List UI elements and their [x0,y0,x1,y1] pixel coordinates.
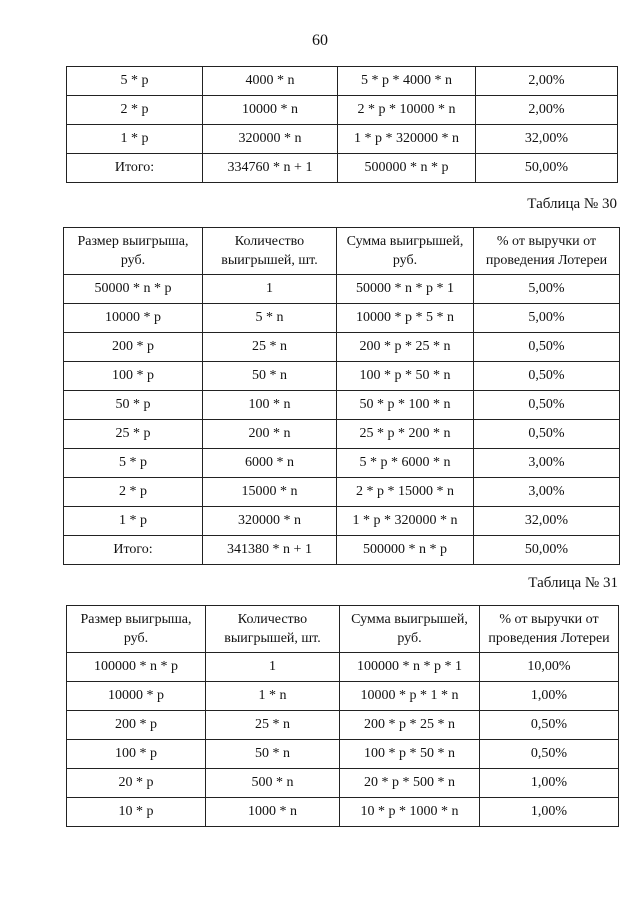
cell-prize-count: 334760 * n + 1 [203,154,338,183]
cell-prize-size: 100 * p [64,362,203,391]
cell-prize-size: 100000 * n * p [67,653,206,682]
cell-prize-sum: 2 * p * 15000 * n [337,478,474,507]
cell-prize-count: 1 * n [206,682,340,711]
cell-prize-sum: 500000 * n * p [338,154,476,183]
cell-prize-count: 50 * n [203,362,337,391]
cell-revenue-percent: 32,00% [474,507,620,536]
cell-prize-sum: 100 * p * 50 * n [337,362,474,391]
table-row [67,125,618,154]
cell-prize-sum: 10000 * p * 1 * n [340,682,480,711]
cell-prize-count: 10000 * n [203,96,338,125]
table-row [67,798,619,827]
cell-prize-size: Итого: [64,536,203,565]
table-row [67,711,619,740]
cell-prize-size: 5 * p [64,449,203,478]
cell-revenue-percent: 0,50% [474,391,620,420]
cell-prize-count: 15000 * n [203,478,337,507]
prize-table-continuation [66,66,618,183]
cell-prize-count: 500 * n [206,769,340,798]
cell-prize-size: 10000 * p [67,682,206,711]
cell-revenue-percent: 1,00% [480,769,619,798]
table-row [67,67,618,96]
table-row [64,507,620,536]
cell-prize-count: 4000 * n [203,67,338,96]
table-header [67,606,619,653]
cell-prize-size: 10000 * p [64,304,203,333]
cell-prize-size: 100 * p [67,740,206,769]
header-prize-count: Количество выигрышей, шт. [206,606,340,653]
table-body [67,67,618,183]
table-row [67,769,619,798]
cell-prize-count: 6000 * n [203,449,337,478]
cell-prize-sum: 50 * p * 100 * n [337,391,474,420]
page-number: 60 [312,32,328,49]
table-row [64,536,620,565]
cell-prize-size: Итого: [67,154,203,183]
cell-prize-sum: 2 * p * 10000 * n [338,96,476,125]
table-row [64,333,620,362]
cell-prize-sum: 50000 * n * p * 1 [337,275,474,304]
cell-prize-count: 1 [206,653,340,682]
cell-revenue-percent: 0,50% [474,333,620,362]
table-row [67,154,618,183]
table-row [64,362,620,391]
prize-table-31 [66,605,619,827]
cell-prize-size: 200 * p [64,333,203,362]
cell-revenue-percent: 3,00% [474,478,620,507]
cell-revenue-percent: 32,00% [476,125,618,154]
cell-prize-size: 25 * p [64,420,203,449]
cell-prize-sum: 5 * p * 4000 * n [338,67,476,96]
header-prize-sum: Сумма выигрышей, руб. [340,606,480,653]
cell-revenue-percent: 3,00% [474,449,620,478]
table-row [67,740,619,769]
cell-prize-size: 1 * p [67,125,203,154]
cell-prize-size: 10 * p [67,798,206,827]
cell-prize-size: 5 * p [67,67,203,96]
table-body [67,653,619,827]
table-row [64,275,620,304]
cell-prize-size: 2 * p [64,478,203,507]
cell-revenue-percent: 0,50% [480,740,619,769]
cell-revenue-percent: 2,00% [476,96,618,125]
cell-revenue-percent: 50,00% [474,536,620,565]
table-row [64,304,620,333]
cell-prize-count: 1 [203,275,337,304]
table-body [64,275,620,565]
cell-prize-count: 200 * n [203,420,337,449]
table-row [67,682,619,711]
table-31-caption: Таблица № 31 [528,575,618,591]
cell-prize-size: 2 * p [67,96,203,125]
cell-prize-count: 320000 * n [203,507,337,536]
cell-revenue-percent: 0,50% [480,711,619,740]
cell-revenue-percent: 5,00% [474,304,620,333]
cell-prize-sum: 20 * p * 500 * n [340,769,480,798]
header-prize-size: Размер выигрыша, руб. [64,228,203,275]
cell-revenue-percent: 1,00% [480,682,619,711]
cell-revenue-percent: 1,00% [480,798,619,827]
table-row [64,449,620,478]
header-revenue-percent: % от выручки от проведения Лотереи [474,228,620,275]
cell-prize-count: 25 * n [203,333,337,362]
cell-prize-sum: 1 * p * 320000 * n [337,507,474,536]
cell-prize-size: 200 * p [67,711,206,740]
cell-prize-sum: 500000 * n * p [337,536,474,565]
cell-prize-size: 20 * p [67,769,206,798]
cell-prize-sum: 100000 * n * p * 1 [340,653,480,682]
cell-revenue-percent: 10,00% [480,653,619,682]
cell-prize-sum: 5 * p * 6000 * n [337,449,474,478]
cell-prize-count: 1000 * n [206,798,340,827]
cell-prize-sum: 100 * p * 50 * n [340,740,480,769]
cell-prize-sum: 200 * p * 25 * n [340,711,480,740]
cell-prize-count: 5 * n [203,304,337,333]
cell-prize-count: 341380 * n + 1 [203,536,337,565]
header-prize-count: Количество выигрышей, шт. [203,228,337,275]
table-row [64,391,620,420]
table-row [64,478,620,507]
cell-revenue-percent: 5,00% [474,275,620,304]
cell-prize-size: 1 * p [64,507,203,536]
cell-prize-count: 50 * n [206,740,340,769]
cell-revenue-percent: 0,50% [474,420,620,449]
cell-prize-sum: 25 * p * 200 * n [337,420,474,449]
table-row [67,96,618,125]
header-prize-sum: Сумма выигрышей, руб. [337,228,474,275]
header-row [67,606,619,653]
header-row [64,228,620,275]
cell-prize-size: 50000 * n * p [64,275,203,304]
cell-prize-count: 100 * n [203,391,337,420]
cell-prize-count: 25 * n [206,711,340,740]
cell-revenue-percent: 50,00% [476,154,618,183]
table-row [67,653,619,682]
cell-prize-sum: 1 * p * 320000 * n [338,125,476,154]
cell-prize-size: 50 * p [64,391,203,420]
table-row [64,420,620,449]
cell-revenue-percent: 2,00% [476,67,618,96]
cell-prize-sum: 200 * p * 25 * n [337,333,474,362]
table-header [64,228,620,275]
header-prize-size: Размер выигрыша, руб. [67,606,206,653]
prize-table-30 [63,227,620,565]
cell-revenue-percent: 0,50% [474,362,620,391]
cell-prize-sum: 10 * p * 1000 * n [340,798,480,827]
table-30-caption: Таблица № 30 [527,196,617,212]
cell-prize-count: 320000 * n [203,125,338,154]
header-revenue-percent: % от выручки от проведения Лотереи [480,606,619,653]
cell-prize-sum: 10000 * p * 5 * n [337,304,474,333]
